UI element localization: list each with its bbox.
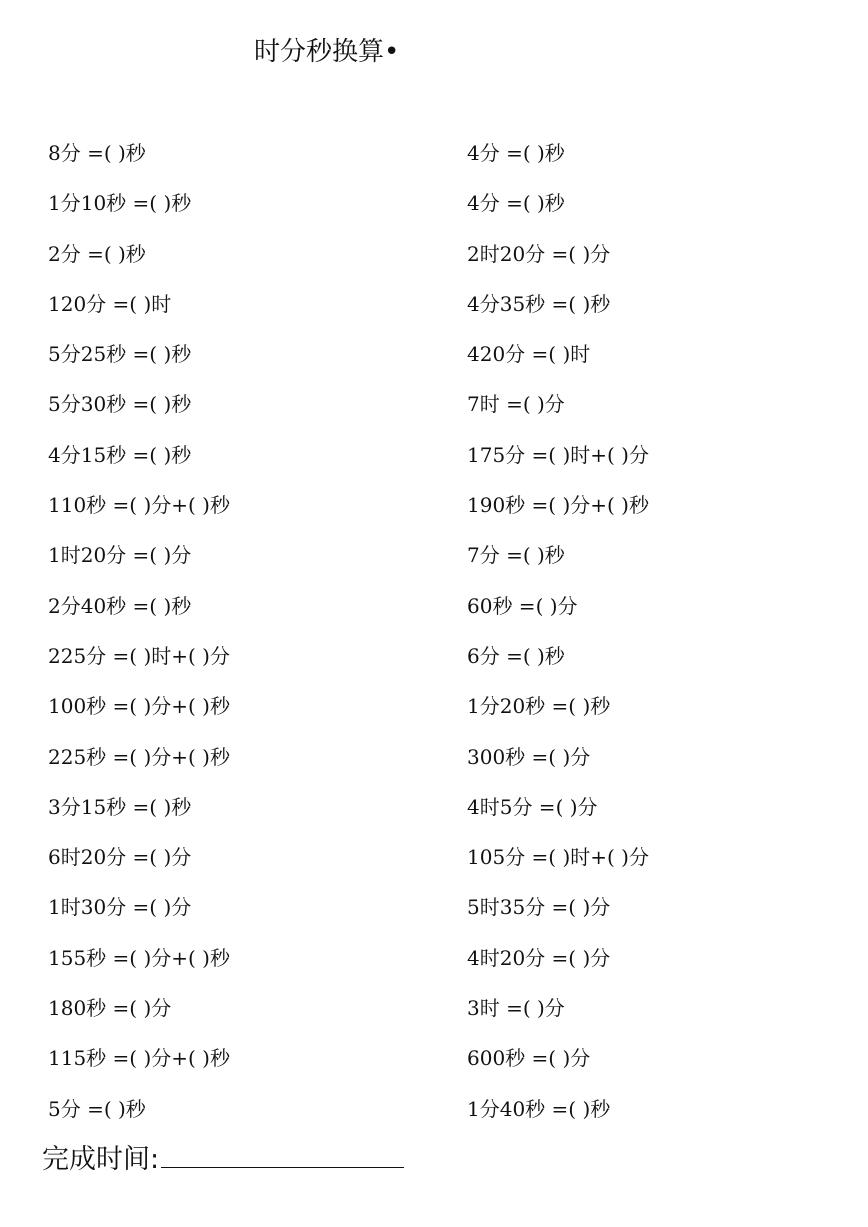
problem-item: 105分 =( )时+( )分 [467, 845, 649, 870]
problem-item: 600秒 =( )分 [467, 1046, 591, 1071]
left-problem-column [48, 134, 448, 1140]
problem-item: 180秒 =( )分 [48, 996, 172, 1021]
problem-item: 155秒 =( )分+( )秒 [48, 945, 230, 970]
problem-item: 120分 =( )时 [48, 291, 172, 316]
problem-item: 4时20分 =( )分 [467, 945, 611, 970]
problem-item: 6分 =( )秒 [467, 643, 565, 668]
completion-time-blank[interactable] [161, 1141, 404, 1168]
problem-item: 4时5分 =( )分 [467, 794, 598, 819]
right-problem-column [467, 134, 867, 1140]
problem-item: 175分 =( )时+( )分 [467, 442, 649, 467]
problem-item: 5分 =( )秒 [48, 1096, 146, 1121]
problem-item: 2分40秒 =( )秒 [48, 593, 192, 618]
problem-item: 60秒 =( )分 [467, 593, 578, 618]
problem-item: 1分10秒 =( )秒 [48, 191, 192, 216]
problem-item: 100秒 =( )分+( )秒 [48, 694, 230, 719]
problem-item: 225秒 =( )分+( )秒 [48, 744, 230, 769]
problem-item: 1时30分 =( )分 [48, 895, 192, 920]
problem-item: 115秒 =( )分+( )秒 [48, 1046, 230, 1071]
problem-item: 4分 =( )秒 [467, 141, 565, 165]
problem-item: 1分40秒 =( )秒 [467, 1096, 611, 1121]
problem-item: 7分 =( )秒 [467, 543, 565, 568]
completion-time-row [42, 1140, 404, 1180]
problem-item: 420分 =( )时 [467, 342, 591, 367]
problem-item: 7时 =( )分 [467, 392, 565, 417]
problem-item: 4分15秒 =( )秒 [48, 442, 192, 467]
problem-item: 1分20秒 =( )秒 [467, 694, 611, 719]
problem-item: 1时20分 =( )分 [48, 543, 192, 568]
problem-item: 5分30秒 =( )秒 [48, 392, 192, 417]
page-title: 时分秒换算• [254, 37, 400, 67]
problem-item: 4分 =( )秒 [467, 191, 565, 216]
problem-item: 4分35秒 =( )秒 [467, 291, 611, 316]
problem-item: 8分 =( )秒 [48, 141, 146, 165]
problem-item: 225分 =( )时+( )分 [48, 643, 230, 668]
problem-item: 3时 =( )分 [467, 996, 565, 1021]
problem-item: 300秒 =( )分 [467, 744, 591, 769]
problem-item: 110秒 =( )分+( )秒 [48, 493, 230, 518]
completion-time-label: 完成时间: [42, 1144, 160, 1175]
problem-item: 2时20分 =( )分 [467, 241, 611, 266]
problem-item: 5分25秒 =( )秒 [48, 342, 192, 367]
problem-item: 190秒 =( )分+( )秒 [467, 493, 649, 518]
problem-item: 6时20分 =( )分 [48, 845, 192, 870]
problem-item: 2分 =( )秒 [48, 241, 146, 266]
problem-item: 5时35分 =( )分 [467, 895, 611, 920]
problem-item: 3分15秒 =( )秒 [48, 794, 192, 819]
